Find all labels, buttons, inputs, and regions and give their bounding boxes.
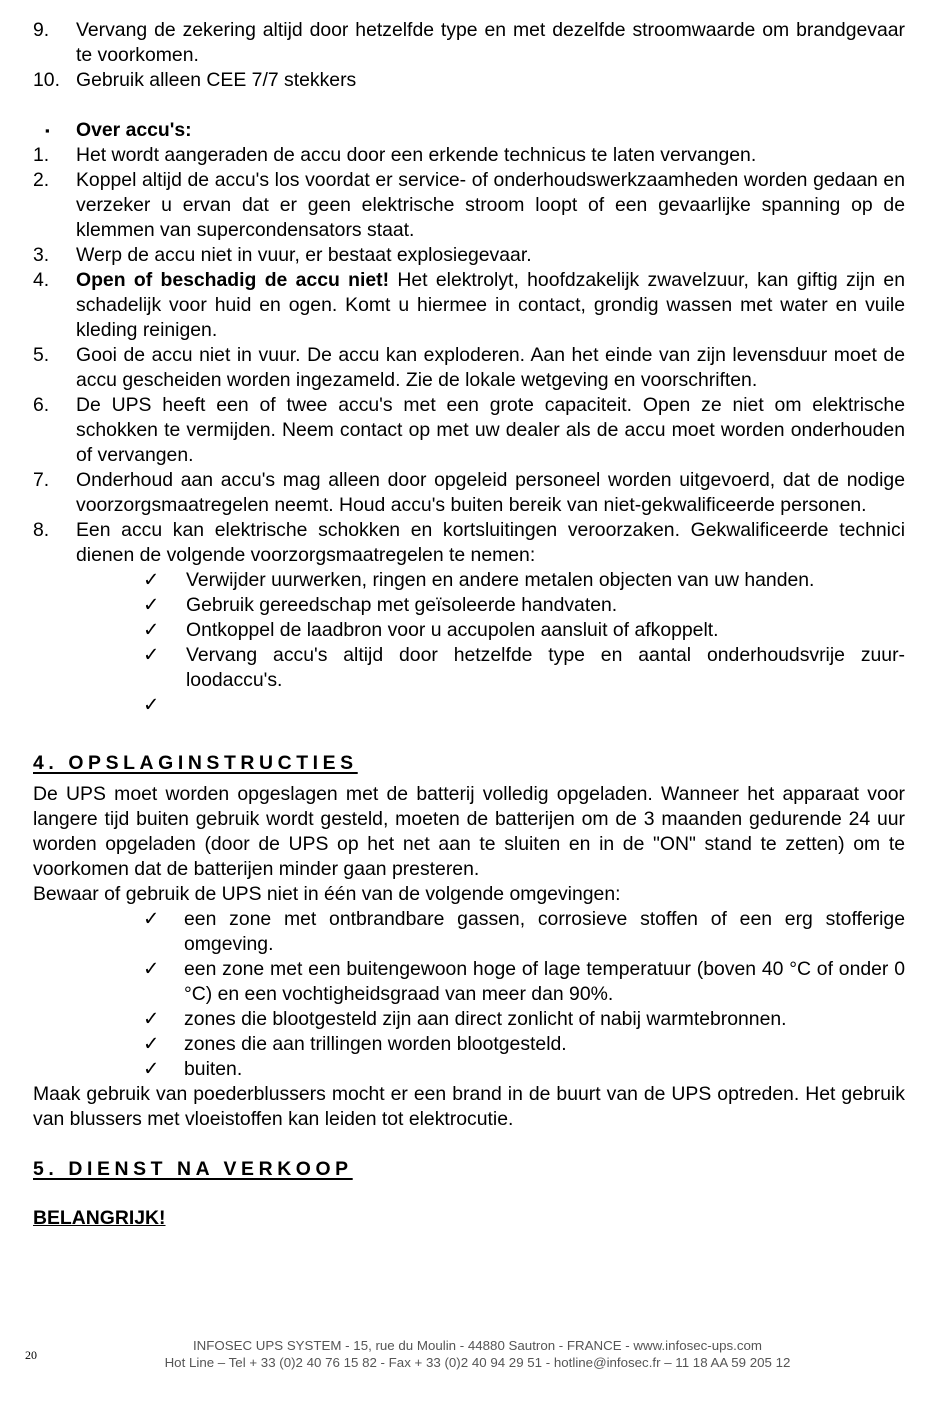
list-item	[33, 343, 905, 393]
checklist-text: een zone met ontbrandbare gassen, corrosieve stoffen of een erg stofferige omgeving.	[184, 908, 905, 955]
important-label: BELANGRIJK!	[33, 1207, 166, 1229]
list-item	[33, 143, 905, 168]
item-text	[76, 393, 905, 468]
checklist-item	[143, 618, 905, 643]
item-body: Gooi de accu niet in vuur. De accu kan exploderen. Aan het einde van zijn levensduur moet de accu gescheiden worden ingezameld. Zie de lokale wetgeving en voorschriften.	[76, 344, 905, 391]
item-body: Onderhoud aan accu's mag alleen door opgeleid personeel worden uitgevoerd, dat de nodige voorzorgsmaatregelen neemt. Houd accu's buiten bereik van niet-gekwalificeerde personen.	[76, 469, 905, 516]
checklist-item	[143, 1032, 905, 1057]
item-body: Het wordt aangeraden de accu door een erkende technicus te laten vervangen.	[76, 144, 757, 166]
checklist-text: zones die blootgesteld zijn aan direct zonlicht of nabij warmtebronnen.	[184, 1008, 787, 1030]
battery-heading-row	[33, 118, 905, 143]
section-heading-storage: 4. OPSLAGINSTRUCTIES	[33, 752, 358, 774]
checklist-item	[143, 568, 905, 593]
checklist-text	[186, 693, 905, 718]
item-text: Gebruik alleen CEE 7/7 stekkers	[76, 69, 357, 91]
item-body: Werp de accu niet in vuur, er bestaat explosiegevaar.	[76, 244, 532, 266]
item-text	[76, 268, 905, 343]
checkmark-icon: ✓	[143, 694, 160, 716]
square-bullet-icon: ▪	[45, 123, 50, 138]
item-number: 2.	[33, 169, 50, 191]
checkmark-icon: ✓	[143, 958, 160, 980]
page-number: 20	[25, 1348, 37, 1362]
footer-contact: Hot Line – Tel + 33 (0)2 40 76 15 82 - Fax + 33 (0)2 40 94 29 51 - hotline@infosec.fr – 11 18 AA 59 205 12	[164, 1355, 791, 1370]
checklist-text: Verwijder uurwerken, ringen en andere metalen objecten van uw handen.	[186, 569, 815, 591]
checklist-text: buiten.	[184, 1058, 243, 1080]
item-text: Vervang de zekering altijd door hetzelfde type en met dezelfde stroomwaarde om brandgevaar te voorkomen.	[76, 19, 905, 66]
list-item	[33, 68, 905, 93]
item-number: 7.	[33, 469, 50, 491]
item-number: 6.	[33, 394, 50, 416]
checklist-item	[143, 907, 905, 957]
checklist-item	[143, 693, 905, 718]
fire-extinguisher-paragraph: Maak gebruik van poederblussers mocht er een brand in de buurt van de UPS optreden. Het gebruik van blussers met vloeistoffen kan leiden tot elektrocutie.	[33, 1083, 905, 1130]
item-number: 4.	[33, 269, 50, 291]
checklist-text: een zone met een buitengewoon hoge of lage temperatuur (boven 40 °C of onder 0 °C) en een vochtigheidsgraad van meer dan 90%.	[184, 958, 905, 1005]
item-body: Koppel altijd de accu's los voordat er service- of onderhoudswerkzaamheden worden gedaan en verzeker u ervan dat er geen elektrische stroom loopt of een gevaarlijke spanning op de klemmen van supercondensators staat.	[76, 169, 905, 241]
item-number: 5.	[33, 344, 50, 366]
item-body: Het elektrolyt, hoofdzakelijk zwavelzuur, kan giftig zijn en schadelijk voor huid en ogen. Komt u hiermee in contact, grondig wassen met water en vuile kleding reinigen.	[76, 269, 905, 341]
checklist-item	[143, 1057, 905, 1082]
checklist-item	[143, 643, 905, 693]
item-number: 8.	[33, 519, 50, 541]
checkmark-icon: ✓	[143, 594, 160, 616]
list-item	[33, 268, 905, 343]
checklist-text: Gebruik gereedschap met geïsoleerde handvaten.	[186, 594, 618, 616]
environment-checklist	[143, 907, 905, 1082]
section-heading-after-sales: 5. DIENST NA VERKOOP	[33, 1158, 353, 1180]
item-text	[76, 518, 905, 568]
item-text	[76, 168, 905, 243]
item-body: Een accu kan elektrische schokken en kortsluitingen veroorzaken. Gekwalificeerde technici dienen de volgende voorzorgsmaatregelen te nemen:	[76, 519, 905, 566]
item-text	[76, 343, 905, 393]
list-item	[33, 393, 905, 468]
item-number: 10.	[33, 69, 60, 91]
checkmark-icon: ✓	[143, 569, 160, 591]
item-text	[76, 243, 905, 268]
item-number: 3.	[33, 244, 50, 266]
checkmark-icon: ✓	[143, 644, 160, 666]
page-footer	[0, 1337, 950, 1371]
checklist-item	[143, 593, 905, 618]
list-item	[33, 468, 905, 518]
document-page	[33, 18, 905, 1231]
item-body: De UPS heeft een of twee accu's met een grote capaciteit. Open ze niet om elektrische schokken te vermijden. Neem contact op met uw dealer als de accu moet worden onderhouden of vervangen.	[76, 394, 905, 466]
checkmark-icon: ✓	[143, 1058, 160, 1080]
item-number: 9.	[33, 19, 50, 41]
list-item	[33, 18, 905, 68]
checklist-text: Vervang accu's altijd door hetzelfde type en aantal onderhoudsvrije zuur-loodaccu's.	[186, 644, 905, 691]
precaution-checklist	[143, 568, 905, 718]
checklist-text: zones die aan trillingen worden blootgesteld.	[184, 1033, 567, 1055]
list-item	[33, 518, 905, 568]
item-number: 1.	[33, 144, 50, 166]
footer-address: INFOSEC UPS SYSTEM - 15, rue du Moulin - 44880 Sautron - FRANCE - www.infosec-ups.com	[192, 1338, 762, 1353]
list-item	[33, 168, 905, 243]
checkmark-icon: ✓	[143, 908, 160, 930]
checkmark-icon: ✓	[143, 619, 160, 641]
item-text	[76, 143, 905, 168]
checklist-text: Ontkoppel de laadbron voor u accupolen aansluit of afkoppelt.	[186, 619, 719, 641]
checkmark-icon: ✓	[143, 1033, 160, 1055]
storage-environment-intro: Bewaar of gebruik de UPS niet in één van de volgende omgevingen:	[33, 883, 621, 905]
checklist-item	[143, 957, 905, 1007]
item-warning: Open of beschadig de accu niet!	[76, 269, 390, 291]
battery-heading: Over accu's:	[76, 119, 192, 141]
item-text	[76, 468, 905, 518]
checklist-item	[143, 1007, 905, 1032]
list-item	[33, 243, 905, 268]
checkmark-icon: ✓	[143, 1008, 160, 1030]
storage-paragraph: De UPS moet worden opgeslagen met de batterij volledig opgeladen. Wanneer het apparaat voor langere tijd buiten gebruik wordt gesteld, moeten de batterijen om de 3 maanden gedurende 24 uur worden opgeladen (door de UPS op het net aan te sluiten en in de "ON" stand te zetten) om te voorkomen dat de batterijen minder gaan presteren.	[33, 783, 905, 880]
